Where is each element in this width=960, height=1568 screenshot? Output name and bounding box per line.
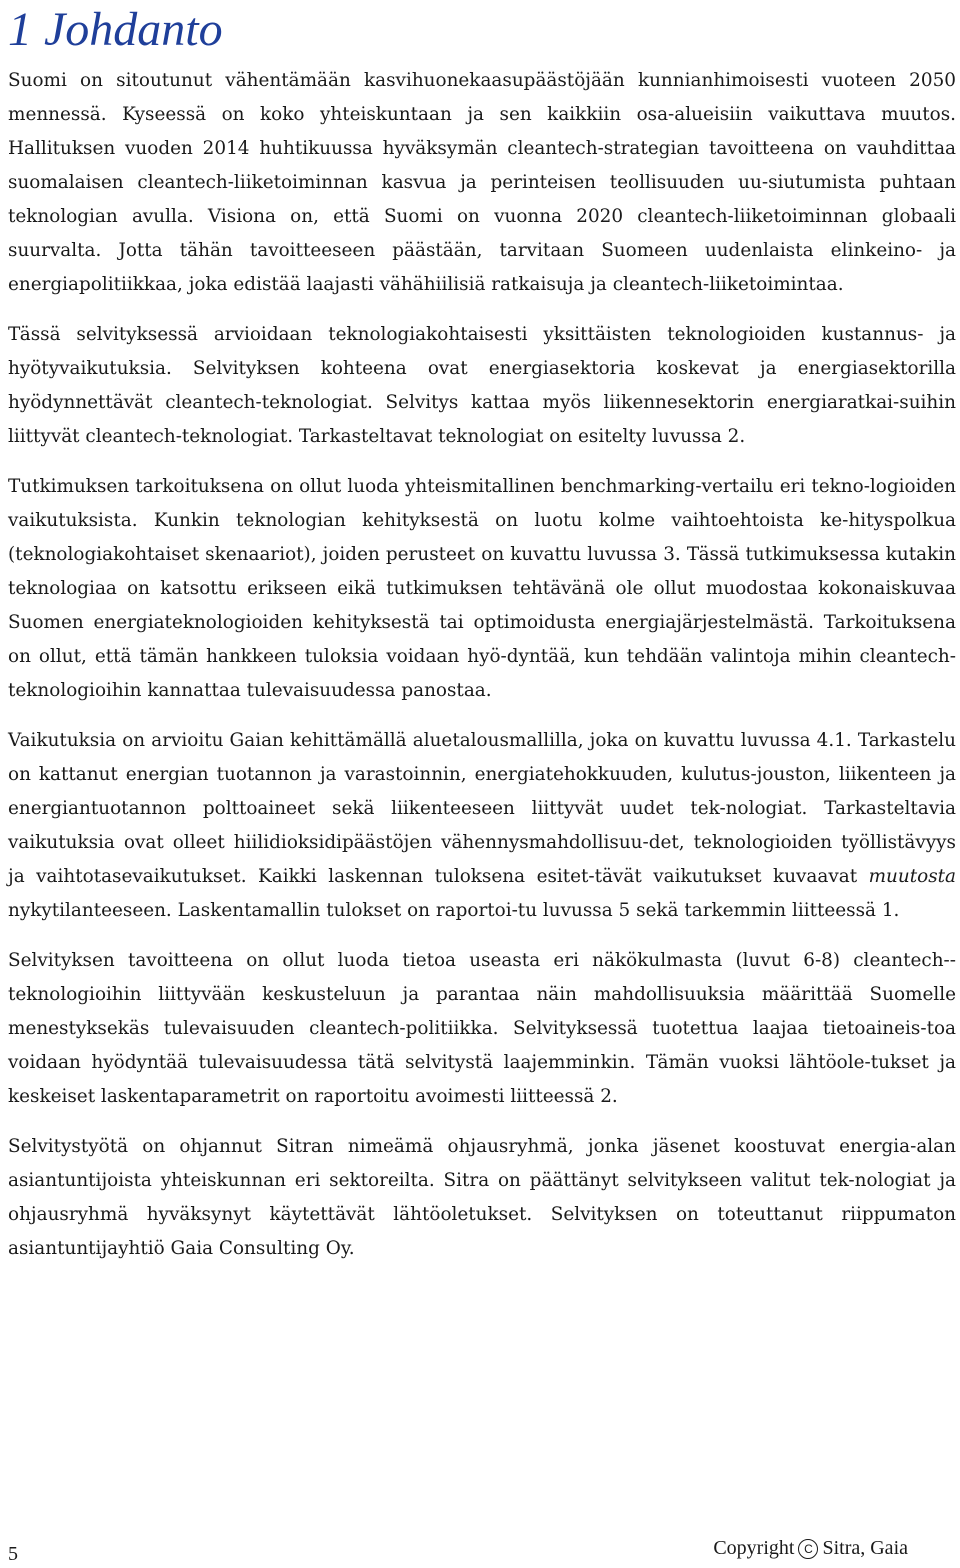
paragraph: [8, 318, 956, 454]
page-number: 5: [8, 1543, 18, 1565]
paragraph: [8, 1130, 956, 1266]
chapter-heading: 1 Johdanto: [8, 3, 223, 56]
copyright-word: Copyright: [713, 1537, 795, 1559]
paragraph-text: Tässä selvityksessä arvioidaan teknologiakohtaisesti yksittäisten teknologioiden kustannus- ja hyötyvaikutuksia. Selvityksen kohteena ovat energiasektoria koskevat ja energiasektorilla hyödynnettävät cleantech-teknologiat. Selvitys kattaa myös liikennesektorin energiaratkai-suihin liittyvät cleantech-teknologiat. Tarkasteltavat teknologiat on esitelty luvussa 2.: [8, 324, 956, 447]
paragraph: [8, 64, 956, 302]
emphasis-text: muutosta: [868, 866, 956, 887]
paragraph-text: Tutkimuksen tarkoituksena on ollut luoda yhteismitallinen benchmarking-vertailu eri tekno-logioiden vaikutuksista. Kunkin teknologian kehityksestä on luotu kolme vaihtoehtoista ke-hityspolkua (teknologiakohtaiset skenaariot), joiden perusteet on kuvattu luvussa 3. Tässä tutkimuksessa kutakin teknologiaa on katsottu erikseen eikä tutkimuksen tehtävänä ole ollut muodostaa kokonaiskuvaa Suomen energiateknologioiden kehityksestä tai optimoidusta energiajärjestelmästä. Tarkoituksena on ollut, että tämän hankkeen tuloksia voidaan hyö-dyntää, kun tehdään valintoja mihin cleantech-teknologioihin kannattaa tulevaisuudessa panostaa.: [8, 476, 956, 701]
paragraph: [8, 470, 956, 708]
paragraph-text: Selvitystyötä on ohjannut Sitran nimeämä ohjausryhmä, jonka jäsenet koostuvat energia-alan asiantuntijoista yhteiskunnan eri sektoreilta. Sitra on päättänyt selvitykseen valitut tek-nologiat ja ohjausryhmä hyväksynyt käytettävät lähtöoletukset. Selvityksen on toteuttanut riippumaton asiantuntijayhtiö Gaia Consulting Oy.: [8, 1136, 956, 1259]
paragraph-text: Suomi on sitoutunut vähentämään kasvihuonekaasupäästöjään kunnianhimoisesti vuoteen 2050 mennessä. Kyseessä on koko yhteiskuntaan ja sen kaikkiin osa-alueisiin vaikuttava muutos. Hallituksen vuoden 2014 huhtikuussa hyväksymän cleantech-strategian tavoitteena on vauhdittaa suomalaisen cleantech-liiketoiminnan kasvua ja perinteisen teollisuuden uu-siutumista puhtaan teknologian avulla. Visiona on, että Suomi on vuonna 2020 cleantech-liiketoiminnan globaali suurvalta. Jotta tähän tavoitteeseen päästään, tarvitaan Suomeen uudenlaista elinkeino- ja energiapolitiikkaa, joka edistää laajasti vähähiilisiä ratkaisuja ja cleantech-liiketoimintaa.: [8, 70, 956, 295]
body-text: [8, 64, 956, 1282]
paragraph-text: nykytilanteeseen. Laskentamallin tulokset on raportoi-tu luvussa 5 sekä tarkemmin liitteessä 1.: [8, 900, 900, 921]
copyright-notice: [713, 1534, 908, 1562]
page-footer: [8, 1534, 908, 1565]
paragraph: [8, 944, 956, 1114]
paragraph-text: Selvityksen tavoitteena on ollut luoda tietoa useasta eri näkökulmasta (luvut 6-8) cleantech-teknologioihin liittyvään keskusteluun ja parantaa näin mahdollisuuksia määrittää Suomelle menestyksekäs tulevaisuuden cleantech-politiikka. Selvityksessä tuotettua laajaa tietoaineis-toa voidaan hyödyntää tulevaisuudessa tätä selvitystä laajemminkin. Tämän vuoksi lähtöole-tukset ja keskeiset laskentaparametrit on raportoitu avoimesti liitteessä 2.: [8, 950, 956, 1107]
paragraph: [8, 724, 956, 928]
copyright-holders: Sitra, Gaia: [822, 1537, 908, 1559]
copyright-icon: C: [798, 1539, 818, 1559]
paragraph-text: Vaikutuksia on arvioitu Gaian kehittämällä aluetalousmallilla, joka on kuvattu luvussa 4.1. Tarkastelu on kattanut energian tuotannon ja varastoinnin, energiatehokkuuden, kulutus-jouston, liikenteen ja energiantuotannon polttoaineet sekä liikenteeseen liittyvät uudet tek-nologiat. Tarkasteltavia vaikutuksia ovat olleet hiilidioksidipäästöjen vähennysmahdollisuu-det, teknologioiden työllistävyys ja vaihtotasevaikutukset. Kaikki laskennan tuloksena esitet-tävät vaikutukset kuvaavat: [8, 730, 956, 887]
